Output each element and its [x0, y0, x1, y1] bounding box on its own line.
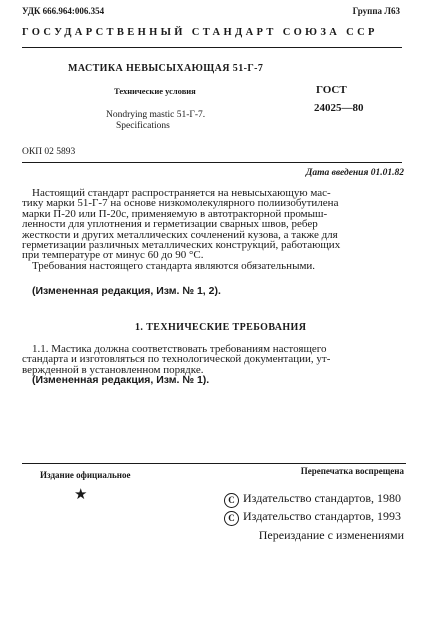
- copyright-line-1: [224, 491, 401, 508]
- text-line: ленности для уплотнения и герметизации сварных швов, ребер: [22, 218, 318, 231]
- intro-amendment: [22, 286, 408, 296]
- document-subtitle: Технические условия: [114, 86, 196, 96]
- title-divider: [22, 162, 402, 163]
- english-subtitle: Specifications: [116, 121, 170, 131]
- intro-paragraph: [22, 188, 408, 271]
- intro-date: Дата введения 01.01.82: [305, 168, 404, 178]
- section-heading: 1. ТЕХНИЧЕСКИЕ ТРЕБОВАНИЯ: [135, 322, 307, 333]
- official-edition: Издание официальное: [40, 470, 131, 480]
- footer-divider: [22, 463, 406, 464]
- copyright-line-2: [224, 509, 401, 526]
- text-line: марки П-20 или П-20с, применяемую в автотракторной промыш-: [22, 207, 328, 220]
- text-line: герметизации различных металлических конструкций, работающих: [22, 239, 341, 252]
- copyright-icon: C: [224, 511, 239, 526]
- english-title: Nondrying mastic 51-Г-7.: [106, 110, 206, 120]
- text-line: Требования настоящего стандарта являются обязательными.: [32, 259, 316, 272]
- gost-label: ГОСТ: [316, 84, 347, 96]
- text-line: тику марки 51-Г-7 на основе низкомолекулярного полиизобутилена: [22, 197, 339, 210]
- copyright-icon: C: [224, 493, 239, 508]
- text-line: стандарта и изготовляться по технологической документации, ут-: [22, 353, 331, 366]
- okp-code: ОКП 02 5893: [22, 147, 76, 157]
- reprint-prohibited: Перепечатка воспрещена: [300, 466, 404, 476]
- copyright-text: Издательство стандартов, 1993: [243, 509, 401, 523]
- copyright-text: Издательство стандартов, 1980: [243, 491, 401, 505]
- text-line: при температуре от минус 60 до 90 °С.: [22, 249, 204, 262]
- text-line: Настоящий стандарт распространяется на невысыхающую мас-: [32, 187, 331, 199]
- amendment-note: (Измененная редакция, Изм. № 1).: [32, 374, 210, 387]
- state-standard-heading: ГОСУДАРСТВЕННЫЙ СТАНДАРТ СОЮЗА ССР: [22, 27, 378, 38]
- document-title: МАСТИКА НЕВЫСЫХАЮЩАЯ 51-Г-7: [68, 63, 264, 74]
- group-code: Группа Л63: [352, 6, 400, 16]
- section-paragraph: [22, 344, 408, 386]
- text-line: жесткости и других металлических сочленений кузова, а также для: [22, 228, 338, 241]
- text-line: 1.1. Мастика должна соответствовать требованиям настоящего: [32, 343, 327, 355]
- gost-number: 24025—80: [314, 102, 364, 114]
- top-divider: [22, 47, 402, 48]
- text-line: вержденной в установленном порядке.: [22, 363, 204, 376]
- amendment-note: (Измененная редакция, Изм. № 1, 2).: [32, 285, 221, 297]
- reissue-note: Переиздание с изменениями: [258, 528, 404, 542]
- udk-code: УДК 666.964:006.354: [22, 6, 105, 16]
- star-icon: ★: [74, 487, 88, 503]
